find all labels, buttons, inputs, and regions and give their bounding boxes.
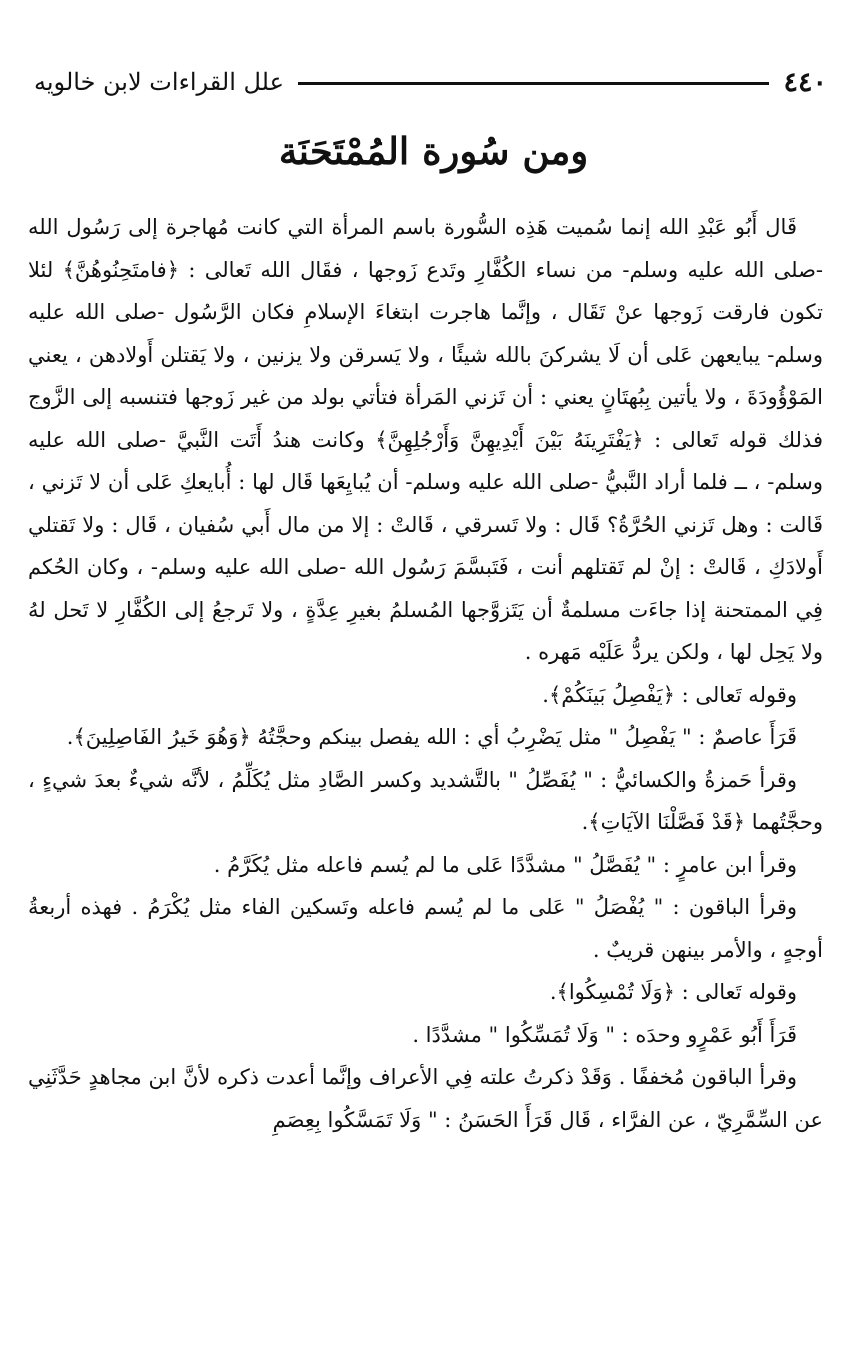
paragraph-verse-tumsiku: وقوله تَعالى : ﴿وَلَا تُمْسِكُوا﴾. [549, 980, 797, 1004]
body-text [28, 206, 823, 1141]
paragraph-others-reading: وقرأ الباقون : " يُفْصَلُ " عَلى ما لم يُسم فاعله وتَسكين الفاء مثل يُكْرَمُ . فهذه أربعةُ أوجهٍ ، والأمر بينهن قريبٌ . [28, 895, 823, 962]
page-header [34, 62, 827, 102]
header-rule [298, 82, 770, 85]
paragraph-intro: قَال أَبُو عَبْدِ الله إنما سُميت هَذِه السُّورة باسم المرأة التي كانت مُهاجرة إلى رَسُول الله -صلى الله عليه وسلم- من نساء الكُفَّارِ وتَدع زَوجها ، فقَال الله تَعالى : ﴿فامتَحِنُوهُنَّ﴾ لئلا تكون فارقت زَوجها عنْ تَقَال ، وإنَّما هاجرت ابتغاءَ الإسلامِ فكان الرَّسُول -صلى الله عليه وسلم- يبايعهن عَلى أن لَا يشركنَ بالله شيئًا ، ولا يَسرقن ولا يزنين ، ولا يَقتلن أَولادهن ، يعني المَوْؤُودَةَ ، ولا يأتين بِبُهتَانٍ يعني : أن تَزني المَرأة فتأتي بولد من غير زَوجها فتنسبه إلى الزَّوج فذلك قوله تَعالى : ﴿يَفْتَرِينَهُ بَيْنَ أَيْدِيهِنَّ وَأَرْجُلِهِنَّ﴾ وكانت هندُ أَتَت النَّبيَّ -صلى الله عليه وسلم- ، ــ فلما أراد النَّبيُّ -صلى الله عليه وسلم- أن يُبايِعَها قَال لها : أُبايعكِ عَلى أن لا تَزني ، قَالت : وهل تَزني الحُرَّةُ؟ قَال : ولا تَسرقي ، قَالتْ : إلا من مال أَبي سُفيان ، قَال : ولا تَقتلي أَولادَكِ ، قَالتْ : إنْ لم تَقتلهم أنت ، فَتَبسَّمَ رَسُول الله -صلى الله عليه وسلم- ، وكان الحُكم فِي الممتحنة إذا جاءَت مسلمةٌ أن يَتَزوَّجها المُسلمُ بغيرِ عِدَّةٍ ، ولا تَرجعُ إلى الكُفَّارِ لا تَحل لهُ ولا يَحِل لها ، ولكن يردُّ عَلَيْه مَهره . [28, 215, 823, 664]
paragraph-others-light-reading: وقرأ الباقون مُخففًا . وَقَدْ ذكرتُ علته فِي الأعراف وإنَّما أعدت ذكره لأنَّ ابن مجاهدٍ حَدَّثَنِي عن السِّمَّرِيّ ، عن الفرَّاء ، قَال قَرَأَ الحَسَنُ : " وَلَا تَمَسَّكُوا بِعِصَمِ [28, 1065, 823, 1132]
paragraph-abu-amr-reading: قَرَأَ أَبُو عَمْرٍو وحدَه : " وَلَا تُمَسِّكُوا " مشدَّدًا . [412, 1022, 797, 1047]
running-title: علل القراءات لابن خالويه [34, 68, 284, 96]
page-number: ٤٤٠ [783, 66, 827, 98]
chapter-title: ومن سُورة المُمْتَحَنَة [278, 129, 589, 173]
paragraph-ibn-amir-reading: وقرأ ابن عامرٍ : " يُفَصَّلُ " مشدَّدًا عَلى ما لم يُسم فاعله مثل يُكَرَّمُ . [213, 852, 797, 877]
paragraph-asim-reading: قَرَأَ عاصمٌ : " يَفْصِلُ " مثل يَضْرِبُ أي : الله يفصل بينكم وحجَّتُهُ ﴿وَهُوَ خَيرُ الفَاصِلِينَ﴾. [66, 725, 797, 749]
paragraph-hamza-kisai-reading: وقرأ حَمزةُ والكسائيُّ : " يُفَصِّلُ " بالتَّشديد وكسر الصَّادِ مثل يُكَلِّمُ ، لأنَّه شيءٌ بعدَ شيءٍ ، وحجَّتُهما ﴿قَدْ فَصَّلْنَا الآيَاتِ﴾. [28, 767, 823, 834]
paragraph-verse-yafsil: وقوله تَعالى : ﴿يَفْصِلُ بَينَكُمْ﴾. [542, 682, 797, 707]
